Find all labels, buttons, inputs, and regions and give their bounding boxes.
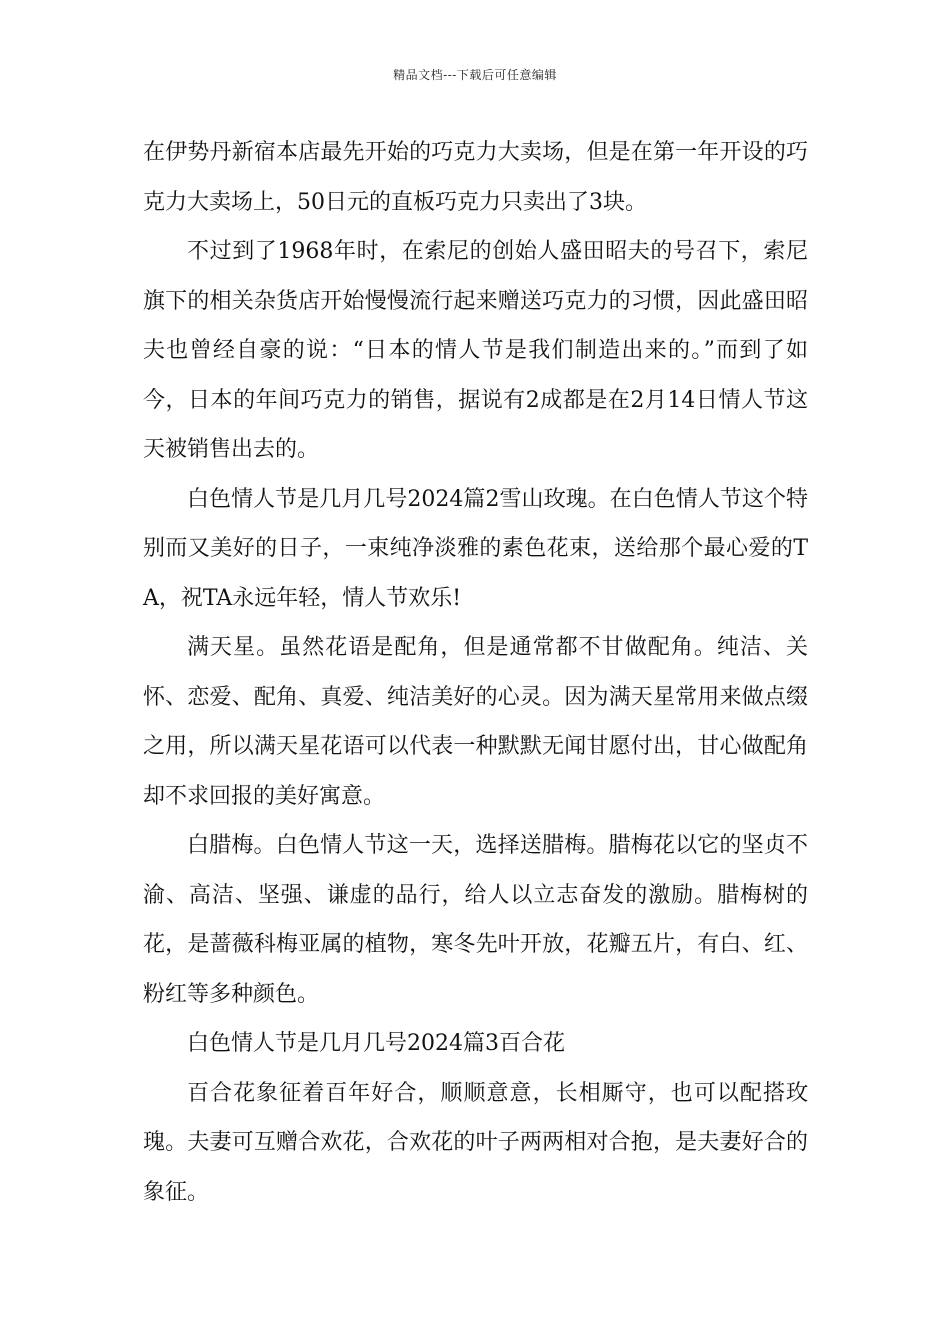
- paragraph-snow-rose: 白色情人节是几月几号2024篇2雪山玫瑰。在白色情人节这个特别而又美好的日子，一束纯净淡雅的素色花束，送给那个最心爱的TA，祝TA永远年轻，情人节欢乐!: [143, 486, 808, 611]
- paragraph-wintersweet: 白腊梅。白色情人节这一天，选择送腊梅。腊梅花以它的坚贞不渝、高洁、坚强、谦虚的品行，给人以立志奋发的激励。腊梅树的花，是蔷薇科梅亚属的植物，寒冬先叶开放，花瓣五片，有白、红、粉红等多种颜色。: [143, 833, 808, 1007]
- section-heading-lily: 白色情人节是几月几号2024篇3百合花: [187, 1031, 565, 1056]
- paragraph-continuation: 在伊势丹新宿本店最先开始的巧克力大卖场，但是在第一年开设的巧克力大卖场上，50日元的直板巧克力只卖出了3块。: [143, 140, 808, 215]
- page-header: 精品文档---下载后可任意编辑: [393, 68, 557, 82]
- paragraph-babys-breath: 满天星。虽然花语是配角，但是通常都不甘做配角。纯洁、关怀、恋爱、配角、真爱、纯洁美好的心灵。因为满天星常用来做点缀之用，所以满天星花语可以代表一种默默无闻甘愿付出，甘心做配角却不求回报的美好寓意。: [143, 635, 808, 809]
- document-body: [143, 128, 808, 1217]
- paragraph-lily: 百合花象征着百年好合，顺顺意意，长相厮守，也可以配搭玫瑰。夫妻可互赠合欢花，合欢花的叶子两两相对合抱，是夫妻好合的象征。: [143, 1080, 808, 1205]
- paragraph-sony: 不过到了1968年时，在索尼的创始人盛田昭夫的号召下，索尼旗下的相关杂货店开始慢慢流行起来赠送巧克力的习惯，因此盛田昭夫也曾经自豪的说：“日本的情人节是我们制造出来的。”而到了如今，日本的年间巧克力的销售，据说有2成都是在2月14日情人节这天被销售出去的。: [143, 239, 808, 462]
